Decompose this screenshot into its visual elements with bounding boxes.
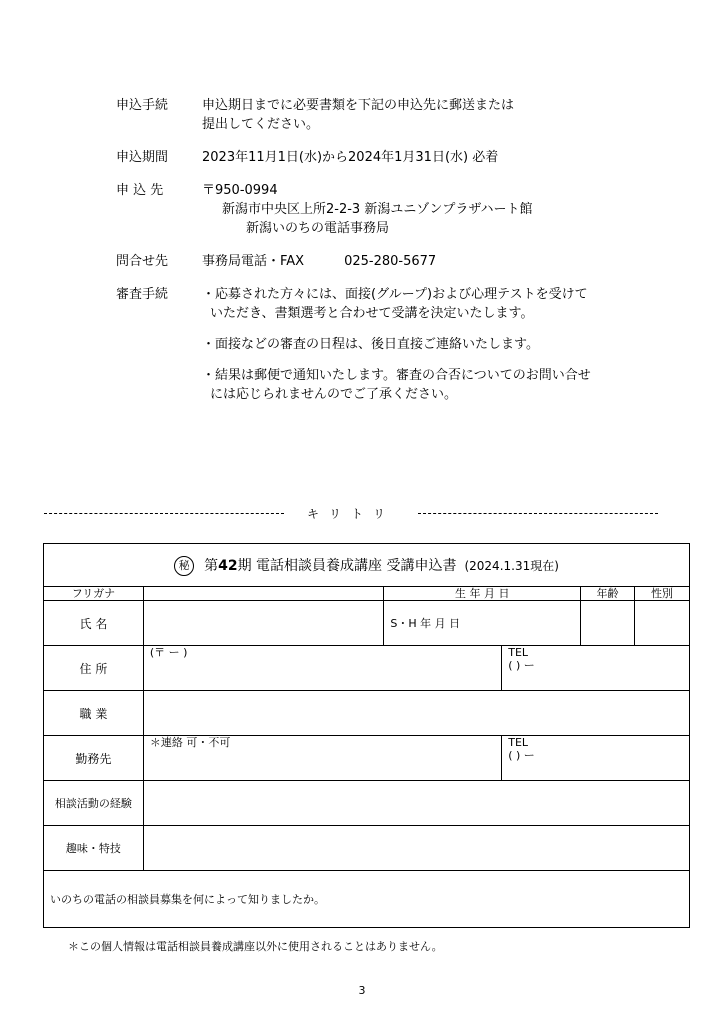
address-input[interactable]: (〒 ー ): [143, 646, 501, 691]
birthdate-input[interactable]: S・H 年 月 日: [384, 601, 581, 646]
application-form: [43, 543, 690, 928]
workplace-input[interactable]: ＊連絡 可・不可: [143, 736, 501, 781]
hobby-row: 趣味・特技: [44, 826, 690, 871]
cut-line-right: [418, 513, 658, 514]
page-number: 3: [358, 984, 366, 997]
job-row: 職 業: [44, 691, 690, 736]
info-procedure: 申込手続 申込期日までに必要書類を下記の申込先に郵送または 提出してください。: [116, 98, 515, 132]
hobby-input[interactable]: [143, 826, 689, 871]
furigana-row: フリガナ 生 年 月 日 年齢 性別: [44, 587, 690, 601]
source-row: [44, 871, 690, 928]
sex-input[interactable]: [635, 601, 690, 646]
workplace-tel-input[interactable]: TEL ( ) ー: [502, 736, 690, 781]
address-row: 住 所 (〒 ー ) TEL ( ) ー: [44, 646, 690, 691]
source-question-input[interactable]: いのちの電話の相談員募集を何によって知りましたか。: [44, 871, 690, 928]
info-period: 申込期間 2023年11月1日(水)から2024年1月31日(水) 必着: [116, 150, 499, 165]
experience-input[interactable]: [143, 781, 689, 826]
confidential-seal-icon: 秘: [174, 556, 194, 576]
age-input[interactable]: [581, 601, 635, 646]
experience-row: 相談活動の経験: [44, 781, 690, 826]
workplace-row: 勤務先 ＊連絡 可・不可 TEL ( ) ー: [44, 736, 690, 781]
cut-line-left: [44, 513, 284, 514]
info-destination: 申 込 先 〒950-0994 新潟市中央区上所2-2-3 新潟ユニゾンプラザハート館 新潟いのちの電話事務局: [116, 183, 533, 236]
privacy-note: ＊この個人情報は電話相談員養成講座以外に使用されることはありません。: [68, 940, 443, 953]
address-tel-input[interactable]: TEL ( ) ー: [502, 646, 690, 691]
info-contact: 問合せ先 事務局電話・FAX 025-280-5677: [116, 254, 437, 269]
info-screening: 審査手続 ・応募された方々には、面接(グループ)および心理テストを受けて いただき、書類選考と合わせて受講を決定いたします。 ・面接などの審査の日程は、後日直接ご連絡いたします。 ・結果は郵便で通知いたします。審査の合否についてのお問い合せ には応じられませんのでご了承ください。: [116, 287, 591, 402]
furigana-input[interactable]: [143, 587, 384, 601]
form-title-row: 秘 第42期 電話相談員養成講座 受講申込書 (2024.1.31現在): [44, 544, 690, 587]
application-info: [116, 96, 676, 404]
job-input[interactable]: [143, 691, 689, 736]
name-row: 氏 名 S・H 年 月 日: [44, 601, 690, 646]
name-input[interactable]: [143, 601, 384, 646]
cut-line: キリトリ: [44, 505, 658, 521]
